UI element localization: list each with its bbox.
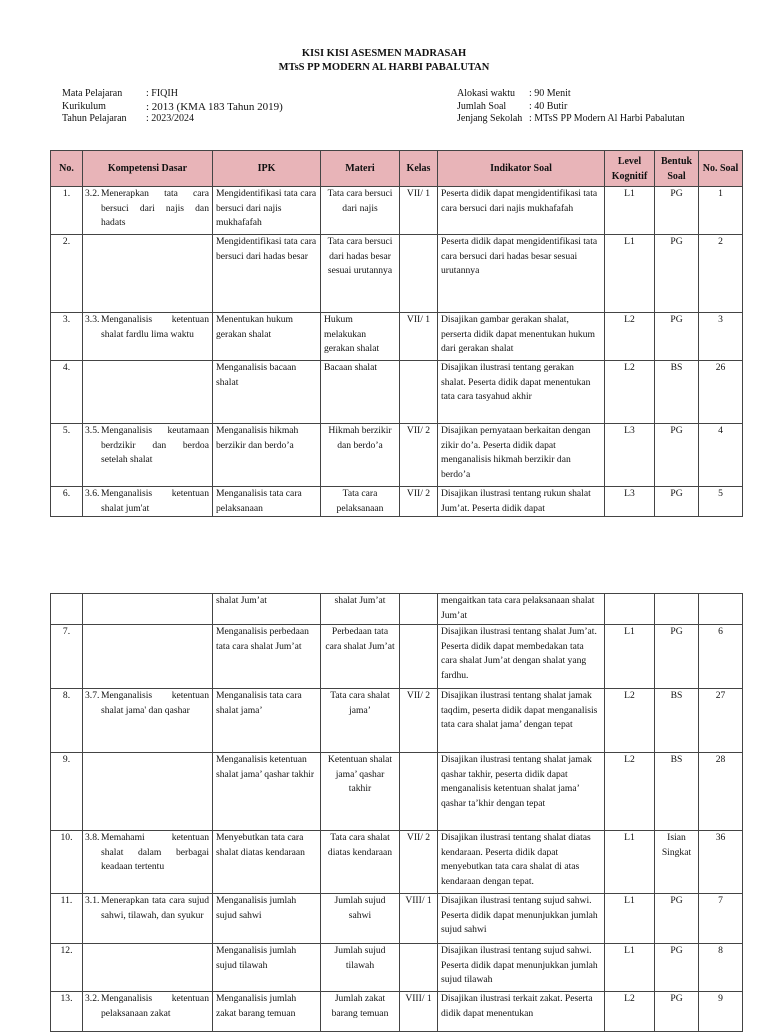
cell-materi: Hukum melakukan gerakan shalat xyxy=(321,313,400,361)
cell-bentuk-soal: PG xyxy=(655,894,699,944)
cell-indikator-soal: Disajikan pernyataan berkaitan dengan zikir do’a. Peserta didik dapat menganalisis hikmah berzikir dan berdo’a xyxy=(438,424,605,487)
cell-materi: Tata cara pelaksanaan xyxy=(321,487,400,517)
cell-level-kognitif: L3 xyxy=(605,487,655,517)
info-row xyxy=(62,101,283,114)
cell-kompetensi-dasar xyxy=(83,594,213,625)
cell-indikator-soal: Disajikan ilustrasi tentang gerakan shalat. Peserta didik dapat menentukan tata cara tasyahud akhir xyxy=(438,361,605,424)
table-row xyxy=(51,753,743,831)
kompetensi-dasar-content xyxy=(86,313,209,342)
kd-text: Menganalisis ketentuan shalat fardlu lima waktu xyxy=(101,314,209,340)
cell-materi: Ketentuan shalat jama’ qashar takhir xyxy=(321,753,400,831)
cell-no-soal: 7 xyxy=(699,894,743,944)
cell-materi: Tata cara shalat jama’ xyxy=(321,689,400,753)
header-no-soal: No. Soal xyxy=(699,151,743,187)
kompetensi-dasar-content xyxy=(86,992,209,1021)
info-right xyxy=(457,88,685,126)
cell-materi: Tata cara bersuci dari najis xyxy=(321,187,400,235)
info-row xyxy=(62,88,283,101)
cell-level-kognitif: L1 xyxy=(605,625,655,689)
cell-no-soal: 1 xyxy=(699,187,743,235)
cell-materi: Bacaan shalat xyxy=(321,361,400,424)
cell-kompetensi-dasar xyxy=(83,625,213,689)
table-row xyxy=(51,594,743,625)
cell-no-soal: 27 xyxy=(699,689,743,753)
cell-level-kognitif: L1 xyxy=(605,894,655,944)
cell-indikator-soal: Disajikan gambar gerakan shalat, perserta didik dapat menentukan hukum dari gerakan shalat xyxy=(438,313,605,361)
info-label: Kurikulum xyxy=(62,100,106,112)
cell-kompetensi-dasar xyxy=(83,187,213,235)
info-label: Tahun Pelajaran xyxy=(62,113,127,124)
cell-level-kognitif: L1 xyxy=(605,944,655,992)
header-ipk: IPK xyxy=(213,151,321,187)
cell-no-soal: 2 xyxy=(699,235,743,313)
cell-no: 13. xyxy=(51,992,83,1032)
cell-ipk: Menganalisis hikmah berzikir dan berdo’a xyxy=(213,424,321,487)
kd-number: 3.5. xyxy=(85,425,100,436)
cell-kompetensi-dasar xyxy=(83,894,213,944)
cell-kelas: VII/ 2 xyxy=(400,689,438,753)
cell-no-soal: 36 xyxy=(699,831,743,894)
cell-level-kognitif: L2 xyxy=(605,992,655,1032)
cell-level-kognitif: L2 xyxy=(605,753,655,831)
cell-level-kognitif: L3 xyxy=(605,424,655,487)
cell-ipk: Menganalisis tata cara pelaksanaan xyxy=(213,487,321,517)
table-row xyxy=(51,625,743,689)
cell-bentuk-soal: PG xyxy=(655,235,699,313)
header-materi: Materi xyxy=(321,151,400,187)
cell-bentuk-soal: PG xyxy=(655,944,699,992)
cell-indikator-soal: Peserta didik dapat mengidentifikasi tata cara bersuci dari najis mukhafafah xyxy=(438,187,605,235)
cell-level-kognitif: L1 xyxy=(605,187,655,235)
cell-no-soal: 28 xyxy=(699,753,743,831)
cell-level-kognitif: L1 xyxy=(605,235,655,313)
cell-bentuk-soal: BS xyxy=(655,689,699,753)
cell-bentuk-soal: PG xyxy=(655,625,699,689)
cell-kelas: VIII/ 1 xyxy=(400,894,438,944)
cell-no xyxy=(51,594,83,625)
cell-kelas xyxy=(400,361,438,424)
kd-number: 3.3. xyxy=(85,314,100,325)
cell-ipk: Menganalisis ketentuan shalat jama’ qashar takhir xyxy=(213,753,321,831)
kd-text: Menganalisis ketentuan shalat jum'at xyxy=(101,488,209,514)
kd-text: Memahami ketentuan shalat dalam berbagai keadaan tertentu xyxy=(101,832,209,873)
table-row xyxy=(51,831,743,894)
cell-no: 1. xyxy=(51,187,83,235)
info-label: Alokasi waktu xyxy=(457,88,516,99)
table-row xyxy=(51,894,743,944)
kisi-kisi-table-page-1 xyxy=(50,150,743,517)
table-row xyxy=(51,992,743,1032)
info-row xyxy=(457,101,685,114)
cell-no-soal: 5 xyxy=(699,487,743,517)
cell-no: 2. xyxy=(51,235,83,313)
cell-kelas: VIII/ 1 xyxy=(400,992,438,1032)
document-header xyxy=(0,47,768,75)
cell-materi: Tata cara shalat diatas kendaraan xyxy=(321,831,400,894)
cell-no-soal: 8 xyxy=(699,944,743,992)
cell-no: 4. xyxy=(51,361,83,424)
cell-kompetensi-dasar xyxy=(83,944,213,992)
kd-number: 3.1. xyxy=(85,895,100,906)
cell-no-soal: 9 xyxy=(699,992,743,1032)
cell-indikator-soal: mengaitkan tata cara pelaksanaan shalat Jum’at xyxy=(438,594,605,625)
kisi-kisi-table-page-2 xyxy=(50,593,743,1032)
cell-ipk: Mengidentifikasi tata cara bersuci dari hadas besar xyxy=(213,235,321,313)
header-no: No. xyxy=(51,151,83,187)
table-row xyxy=(51,424,743,487)
kd-number: 3.2. xyxy=(85,188,100,199)
kd-number: 3.2. xyxy=(85,993,100,1004)
cell-kompetensi-dasar xyxy=(83,992,213,1032)
cell-level-kognitif xyxy=(605,594,655,625)
table-row xyxy=(51,187,743,235)
document-title: KISI KISI ASESMEN MADRASAH xyxy=(301,48,467,59)
header-kelas: Kelas xyxy=(400,151,438,187)
header-bentuk-soal: Bentuk Soal xyxy=(655,151,699,187)
cell-no: 10. xyxy=(51,831,83,894)
cell-bentuk-soal: PG xyxy=(655,313,699,361)
info-value: : 90 Menit xyxy=(529,88,571,99)
info-left xyxy=(62,88,283,126)
info-label: Jumlah Soal xyxy=(457,100,507,112)
table-header-row xyxy=(51,151,743,187)
cell-ipk: Menganalisis jumlah sujud tilawah xyxy=(213,944,321,992)
cell-ipk: shalat Jum’at xyxy=(213,594,321,625)
cell-kompetensi-dasar xyxy=(83,831,213,894)
kd-text: Menganalisis ketentuan shalat jama' dan qashar xyxy=(101,690,209,716)
cell-no-soal: 4 xyxy=(699,424,743,487)
document-subtitle: MTsS PP MODERN AL HARBI PABALUTAN xyxy=(278,62,490,73)
header-level-kognitif: Level Kognitif xyxy=(605,151,655,187)
table-row xyxy=(51,689,743,753)
cell-no: 11. xyxy=(51,894,83,944)
cell-materi: Hikmah berzikir dan berdo’a xyxy=(321,424,400,487)
cell-bentuk-soal: PG xyxy=(655,992,699,1032)
cell-no: 12. xyxy=(51,944,83,992)
cell-materi: Perbedaan tata cara shalat Jum’at xyxy=(321,625,400,689)
cell-no: 9. xyxy=(51,753,83,831)
cell-indikator-soal: Disajikan ilustrasi tentang sujud sahwi. Peserta didik dapat menunjukkan jumlah sujud sahwi xyxy=(438,894,605,944)
cell-kelas xyxy=(400,235,438,313)
cell-indikator-soal: Disajikan ilustrasi tentang rukun shalat Jum’at. Peserta didik dapat xyxy=(438,487,605,517)
cell-bentuk-soal: BS xyxy=(655,361,699,424)
cell-level-kognitif: L1 xyxy=(605,831,655,894)
cell-ipk: Menganalisis bacaan shalat xyxy=(213,361,321,424)
cell-kelas: VII/ 2 xyxy=(400,424,438,487)
cell-ipk: Menganalisis tata cara shalat jama’ xyxy=(213,689,321,753)
cell-indikator-soal: Peserta didik dapat mengidentifikasi tata cara bersuci dari hadas besar sesuai urutannya xyxy=(438,235,605,313)
cell-indikator-soal: Disajikan ilustrasi tentang shalat jamak qashar takhir, peserta didik dapat menganalisis ketentuan shalat jama’ qashar ta’khir dengan tepat xyxy=(438,753,605,831)
kompetensi-dasar-content xyxy=(86,831,209,875)
cell-ipk: Menentukan hukum gerakan shalat xyxy=(213,313,321,361)
cell-no: 7. xyxy=(51,625,83,689)
cell-kelas xyxy=(400,944,438,992)
cell-no: 8. xyxy=(51,689,83,753)
kd-text: Menerapkan tata cara sujud sahwi, tilawah, dan syukur xyxy=(101,895,209,921)
info-value: : MTsS PP Modern Al Harbi Pabalutan xyxy=(529,113,685,124)
table-row xyxy=(51,944,743,992)
cell-materi: Tata cara bersuci dari hadas besar sesuai urutannya xyxy=(321,235,400,313)
cell-ipk: Menganalisis jumlah sujud sahwi xyxy=(213,894,321,944)
kompetensi-dasar-content xyxy=(86,487,209,516)
cell-no-soal: 6 xyxy=(699,625,743,689)
cell-bentuk-soal: PG xyxy=(655,187,699,235)
cell-ipk: Menyebutkan tata cara shalat diatas kendaraan xyxy=(213,831,321,894)
table-row xyxy=(51,487,743,517)
info-row xyxy=(457,88,685,101)
info-value: : 40 Butir xyxy=(529,100,568,112)
cell-ipk: Mengidentifikasi tata cara bersuci dari najis mukhafafah xyxy=(213,187,321,235)
kd-text: Menerapkan tata cara bersuci dari najis dan hadats xyxy=(101,188,209,229)
cell-materi: Jumlah sujud sahwi xyxy=(321,894,400,944)
kompetensi-dasar-content xyxy=(86,894,209,923)
info-value: : 2013 (KMA 183 Tahun 2019) xyxy=(146,100,283,113)
cell-materi: Jumlah zakat barang temuan xyxy=(321,992,400,1032)
cell-indikator-soal: Disajikan ilustrasi tentang shalat jamak taqdim, peserta didik dapat menganalisis tata cara shalat jama’ dengan tepat xyxy=(438,689,605,753)
cell-kompetensi-dasar xyxy=(83,487,213,517)
table-row xyxy=(51,313,743,361)
info-row xyxy=(62,113,283,126)
cell-materi: Jumlah sujud tilawah xyxy=(321,944,400,992)
cell-kelas: VII/ 2 xyxy=(400,487,438,517)
cell-indikator-soal: Disajikan ilustrasi tentang shalat diatas kendaraan. Peserta didik dapat menyebutkan tata cara shalat di atas kendaraan dengan tepat. xyxy=(438,831,605,894)
cell-kompetensi-dasar xyxy=(83,361,213,424)
cell-bentuk-soal: PG xyxy=(655,424,699,487)
kd-text: Menganalisis keutamaan berdzikir dan berdoa setelah shalat xyxy=(101,425,209,466)
cell-bentuk-soal: PG xyxy=(655,487,699,517)
kd-number: 3.8. xyxy=(85,832,100,843)
kd-number: 3.7. xyxy=(85,690,100,701)
cell-kelas: VII/ 2 xyxy=(400,831,438,894)
header-indikator-soal: Indikator Soal xyxy=(438,151,605,187)
cell-kelas xyxy=(400,753,438,831)
cell-kelas xyxy=(400,594,438,625)
info-label: Mata Pelajaran xyxy=(62,88,123,99)
header-kompetensi-dasar: Kompetensi Dasar xyxy=(83,151,213,187)
cell-bentuk-soal: Isian Singkat xyxy=(655,831,699,894)
cell-level-kognitif: L2 xyxy=(605,313,655,361)
kompetensi-dasar-content xyxy=(86,424,209,468)
cell-level-kognitif: L2 xyxy=(605,689,655,753)
cell-ipk: Menganalisis jumlah zakat barang temuan xyxy=(213,992,321,1032)
cell-indikator-soal: Disajikan ilustrasi tentang shalat Jum’at. Peserta didik dapat membedakan tata cara shalat Jum’at dengan shalat yang fardhu. xyxy=(438,625,605,689)
cell-indikator-soal: Disajikan ilustrasi terkait zakat. Peserta didik dapat menentukan xyxy=(438,992,605,1032)
cell-materi: shalat Jum’at xyxy=(321,594,400,625)
info-row xyxy=(457,113,685,126)
kompetensi-dasar-content xyxy=(86,187,209,231)
kd-number: 3.6. xyxy=(85,488,100,499)
cell-kompetensi-dasar xyxy=(83,313,213,361)
cell-bentuk-soal xyxy=(655,594,699,625)
cell-indikator-soal: Disajikan ilustrasi tentang sujud sahwi. Peserta didik dapat menunjukkan jumlah sujud tilawah xyxy=(438,944,605,992)
kompetensi-dasar-content xyxy=(86,689,209,718)
cell-no: 6. xyxy=(51,487,83,517)
kd-text: Menganalisis ketentuan pelaksanaan zakat xyxy=(101,993,209,1019)
cell-kompetensi-dasar xyxy=(83,689,213,753)
cell-no: 5. xyxy=(51,424,83,487)
cell-no-soal xyxy=(699,594,743,625)
info-value: : FIQIH xyxy=(146,88,178,99)
cell-kelas: VII/ 1 xyxy=(400,313,438,361)
cell-kompetensi-dasar xyxy=(83,753,213,831)
cell-no-soal: 3 xyxy=(699,313,743,361)
cell-ipk: Menganalisis perbedaan tata cara shalat Jum’at xyxy=(213,625,321,689)
cell-no: 3. xyxy=(51,313,83,361)
document-page-2 xyxy=(0,540,768,1024)
table-row xyxy=(51,361,743,424)
cell-no-soal: 26 xyxy=(699,361,743,424)
cell-kelas: VII/ 1 xyxy=(400,187,438,235)
cell-kompetensi-dasar xyxy=(83,424,213,487)
cell-kompetensi-dasar xyxy=(83,235,213,313)
cell-bentuk-soal: BS xyxy=(655,753,699,831)
cell-level-kognitif: L2 xyxy=(605,361,655,424)
cell-kelas xyxy=(400,625,438,689)
info-value: : 2023/2024 xyxy=(146,113,195,124)
table-row xyxy=(51,235,743,313)
info-label: Jenjang Sekolah xyxy=(457,113,523,124)
